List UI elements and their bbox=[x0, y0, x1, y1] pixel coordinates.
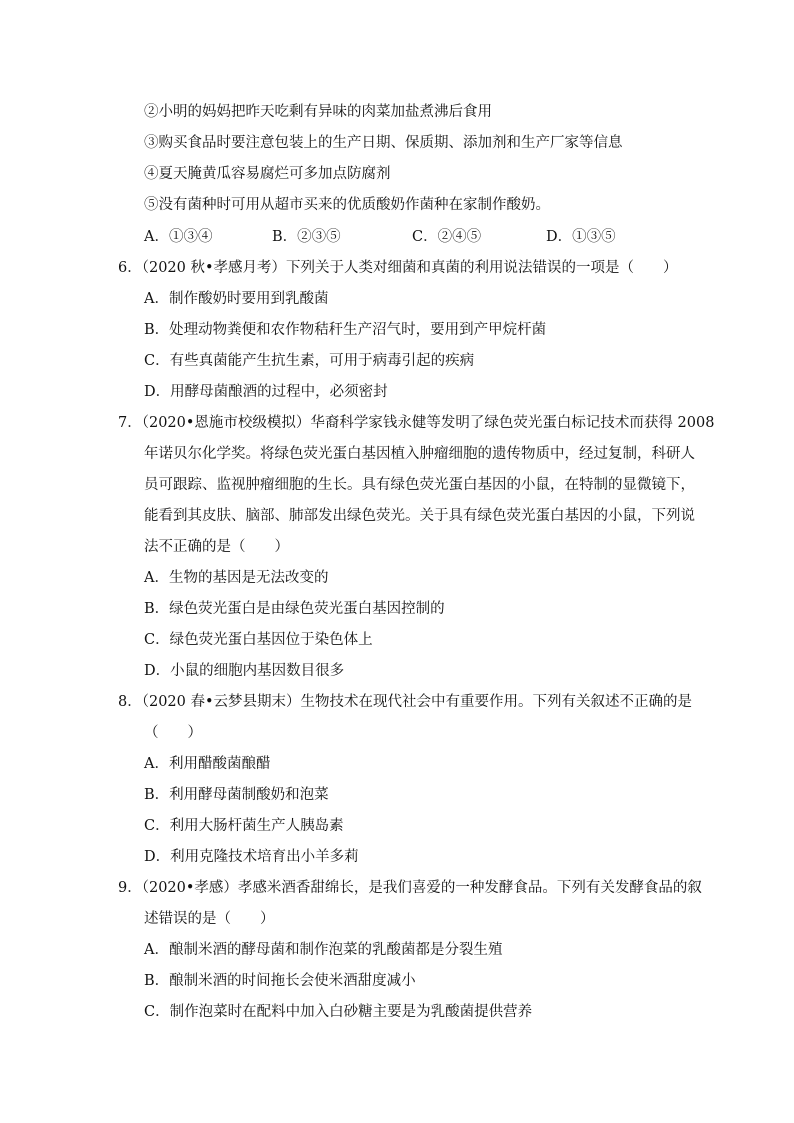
question-8-option-c: C．利用大肠杆菌生产人胰岛素 bbox=[144, 818, 344, 834]
question-8-stem-line-2: （ ） bbox=[144, 725, 202, 741]
question-7-stem-line-2: 年诺贝尔化学奖。将绿色荧光蛋白基因植入肿瘤细胞的遗传物质中，经过复制，科研人 bbox=[144, 446, 695, 462]
question-8-stem-line-1: 8．（2020 春•云梦县期末）生物技术在现代社会中有重要作用。下列有关叙述不正确的是 bbox=[118, 694, 693, 710]
question-9-option-c: C．制作泡菜时在配料中加入白砂糖主要是为乳酸菌提供营养 bbox=[144, 1004, 533, 1020]
question-6-option-c: C．有些真菌能产生抗生素，可用于病毒引起的疾病 bbox=[144, 353, 475, 369]
choice-d: D．①③⑤ bbox=[546, 229, 616, 245]
question-6-stem: 6．（2020 秋•孝感月考）下列关于人类对细菌和真菌的利用说法错误的一项是（ ） bbox=[118, 260, 678, 276]
question-7-stem-line-1: 7．（2020•恩施市校级模拟）华裔科学家钱永健等发明了绿色荧光蛋白标记技术而获得 2008 bbox=[118, 415, 715, 431]
statement-2: ②小明的妈妈把昨天吃剩有异味的肉菜加盐煮沸后食用 bbox=[144, 104, 492, 120]
question-8-option-d: D．利用克隆技术培育出小羊多莉 bbox=[144, 849, 359, 865]
statement-4: ④夏天腌黄瓜容易腐烂可多加点防腐剂 bbox=[144, 166, 391, 182]
question-7-stem-line-5: 法不正确的是（ ） bbox=[144, 539, 289, 555]
question-6-option-d: D．用酵母菌酿酒的过程中，必须密封 bbox=[144, 384, 388, 400]
question-7-stem-line-4: 能看到其皮肤、脑部、肺部发出绿色荧光。关于具有绿色荧光蛋白基因的小鼠，下列说 bbox=[144, 508, 695, 524]
question-7-option-c: C．绿色荧光蛋白基因位于染色体上 bbox=[144, 632, 373, 648]
choice-b: B．②③⑤ bbox=[272, 229, 341, 245]
question-7-option-b: B．绿色荧光蛋白是由绿色荧光蛋白基因控制的 bbox=[144, 601, 445, 617]
question-6-option-b: B．处理动物粪便和农作物秸秆生产沼气时，要用到产甲烷杆菌 bbox=[144, 322, 547, 338]
statement-3: ③购买食品时要注意包装上的生产日期、保质期、添加剂和生产厂家等信息 bbox=[144, 135, 623, 151]
question-9-option-a: A．酿制米酒的酵母菌和制作泡菜的乳酸菌都是分裂生殖 bbox=[144, 942, 503, 958]
answer-choices bbox=[144, 227, 664, 247]
question-8-option-a: A．利用醋酸菌酿醋 bbox=[144, 756, 271, 772]
question-7-stem-line-3: 员可跟踪、监视肿瘤细胞的生长。具有绿色荧光蛋白基因的小鼠，在特制的显微镜下， bbox=[144, 477, 695, 493]
question-7-option-a: A．生物的基因是无法改变的 bbox=[144, 570, 329, 586]
question-9-stem-line-1: 9．（2020•孝感）孝感米酒香甜绵长，是我们喜爱的一种发酵食品。下列有关发酵食品的叙 bbox=[118, 880, 702, 896]
choice-c: C．②④⑤ bbox=[412, 229, 482, 245]
question-7-option-d: D．小鼠的细胞内基因数目很多 bbox=[144, 663, 345, 679]
choice-a: A．①③④ bbox=[144, 229, 213, 245]
question-8-option-b: B．利用酵母菌制酸奶和泡菜 bbox=[144, 787, 329, 803]
statement-5: ⑤没有菌种时可用从超市买来的优质酸奶作菌种在家制作酸奶。 bbox=[144, 197, 550, 213]
question-9-option-b: B．酿制米酒的时间拖长会使米酒甜度减小 bbox=[144, 973, 416, 989]
question-9-stem-line-2: 述错误的是（ ） bbox=[144, 911, 275, 927]
question-6-option-a: A．制作酸奶时要用到乳酸菌 bbox=[144, 291, 329, 307]
